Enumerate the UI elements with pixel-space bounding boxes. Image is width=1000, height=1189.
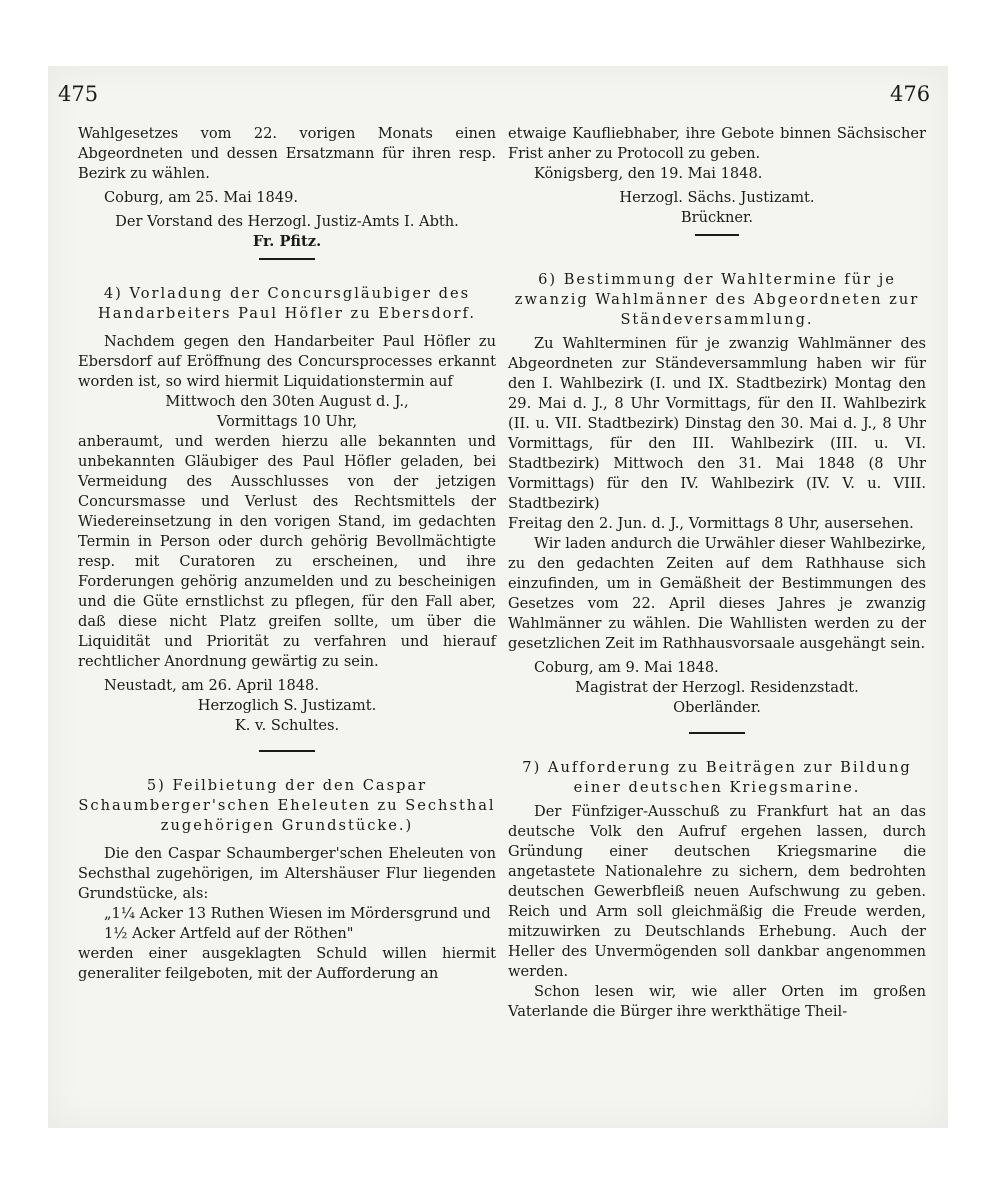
section-5-paragraph-1: Die den Caspar Schaumberger'schen Eheleuten von Sechsthal zugehörigen, im Altershäuser Flur liegenden Grundstücke, als: (78, 845, 496, 902)
section-divider (259, 750, 315, 752)
left-signature: Fr. Pfitz. (252, 233, 322, 250)
section-7-title: 7) Aufforderung zu Beiträgen zur Bildung einer deutschen Kriegsmarine. (522, 759, 912, 796)
section-6-signature: Oberländer. (673, 699, 761, 716)
right-authority: Herzogl. Sächs. Justizamt. (619, 189, 815, 206)
section-divider (259, 258, 315, 260)
right-date: Königsberg, den 19. Mai 1848. (534, 165, 763, 182)
section-4-paragraph-1: Nachdem gegen den Handarbeiter Paul Höfler zu Ebersdorf auf Eröffnung des Concursprocesses erkannt worden ist, so wird hiermit Liquidationstermin auf (78, 333, 496, 390)
section-4-date: Neustadt, am 26. April 1848. (104, 677, 319, 694)
section-6-date: Coburg, am 9. Mai 1848. (534, 659, 719, 676)
section-4-term-date: Mittwoch den 30ten August d. J., (165, 393, 409, 410)
right-intro-text: etwaige Kaufliebhaber, ihre Gebote binnen Sächsischer Frist anher zu Protocoll zu geben. (508, 125, 926, 162)
section-divider (695, 234, 739, 236)
right-column (508, 124, 926, 1022)
section-7-paragraph-2: Schon lesen wir, wie aller Orten im großen Vaterlande die Bürger ihre werkthätige Theil- (508, 983, 926, 1020)
section-6-paragraph-2: Freitag den 2. Jun. d. J., Vormittags 8 Uhr, ausersehen. (508, 515, 914, 532)
right-signature: Brückner. (680, 209, 754, 226)
section-7-paragraph-1: Der Fünfziger-Ausschuß zu Frankfurt hat an das deutsche Volk den Aufruf ergehen lassen, durch Gründung einer deutschen Kriegsmarine die angetastete Nationalehre zu sichern, dem bedrohten deutschen Gewerbfleiß neuen Aufschwung zu geben. Reich und Arm soll gleichmäßig die Freude werden, mitzuwirken zu Deutschlands Erhebung. Auch der Heller des Unvermögenden soll dankbar angenommen werden. (508, 803, 926, 980)
section-divider (689, 732, 745, 734)
page-number-right: 476 (890, 82, 931, 106)
section-4-authority: Herzoglich S. Justizamt. (197, 697, 377, 714)
section-6-authority: Magistrat der Herzogl. Residenzstadt. (575, 679, 859, 696)
left-authority: Der Vorstand des Herzogl. Justiz-Amts I. Abth. (115, 213, 459, 230)
left-column (78, 124, 496, 984)
left-date: Coburg, am 25. Mai 1849. (104, 189, 299, 206)
left-intro-text: Wahlgesetzes vom 22. vorigen Monats einen Abgeordneten und dessen Ersatzmann für ihren resp. Bezirk zu wählen. (78, 125, 496, 182)
section-6-paragraph-3: Wir laden andurch die Urwähler dieser Wahlbezirke, zu den gedachten Zeiten auf dem Rathhause sich einzufinden, um in Gemäßheit der Bestimmungen des Gesetzes vom 22. April dieses Jahres je zwanzig Wahlmänner zu wählen. Die Wahllisten werden zu der gesetzlichen Zeit im Rathhausvorsaale ausgehängt sein. (508, 535, 926, 652)
section-6-title: 6) Bestimmung der Wahltermine für je zwanzig Wahlmänner des Abgeordneten zur Ständeversammlung. (514, 271, 920, 328)
section-5-item-1: „1¼ Acker 13 Ruthen Wiesen im Mördersgrund und (104, 905, 491, 922)
section-4-paragraph-2: anberaumt, und werden hierzu alle bekannten und unbekannten Gläubiger des Paul Höfler geladen, bei Vermeidung des Ausschlusses von der jetzigen Concursmasse und Verlust des Rechtsmittels der Wiedereinsetzung in den vorigen Stand, im gedachten Termin in Person oder durch gehörig Bevollmächtigte resp. mit Curatoren zu erscheinen, und ihre Forderungen gehörig anzumelden und zu bescheinigen und die Güte ernstlichst zu pflegen, für den Fall aber, daß diese nicht Platz greifen sollte, um über die Liquidität und Priorität zu verfahren und hierauf rechtlicher Anordnung gewärtig zu sein. (78, 433, 496, 670)
section-5-item-2: 1½ Acker Artfeld auf der Röthen" (104, 925, 354, 942)
section-5-title: 5) Feilbietung der den Caspar Schaumberger'schen Eheleuten zu Sechsthal zugehörigen Grundstücke.) (78, 777, 496, 834)
page-number-left: 475 (58, 82, 99, 106)
section-4-signature: K. v. Schultes. (234, 717, 340, 734)
section-6-paragraph-1: Zu Wahlterminen für je zwanzig Wahlmänner des Abgeordneten zur Ständeversammlung haben wir für den I. Wahlbezirk (I. und IX. Stadtbezirk) Montag den 29. Mai d. J., 8 Uhr Vormittags, für den II. Wahlbezirk (II. u. VII. Stadtbezirk) Dinstag den 30. Mai d. J., 8 Uhr Vormittags, für den III. Wahlbezirk (III. u. VI. Stadtbezirk) Mittwoch den 31. Mai 1848 (8 Uhr Vormittags) für den IV. Wahlbezirk (IV. V. u. VIII. Stadtbezirk) (508, 335, 926, 512)
section-4-term-time: Vormittags 10 Uhr, (216, 413, 358, 430)
section-4-title: 4) Vorladung der Concursgläubiger des Handarbeiters Paul Höfler zu Ebersdorf. (98, 285, 476, 322)
section-5-paragraph-2: werden einer ausgeklagten Schuld willen hiermit generaliter feilgeboten, mit der Aufforderung an (78, 945, 496, 982)
